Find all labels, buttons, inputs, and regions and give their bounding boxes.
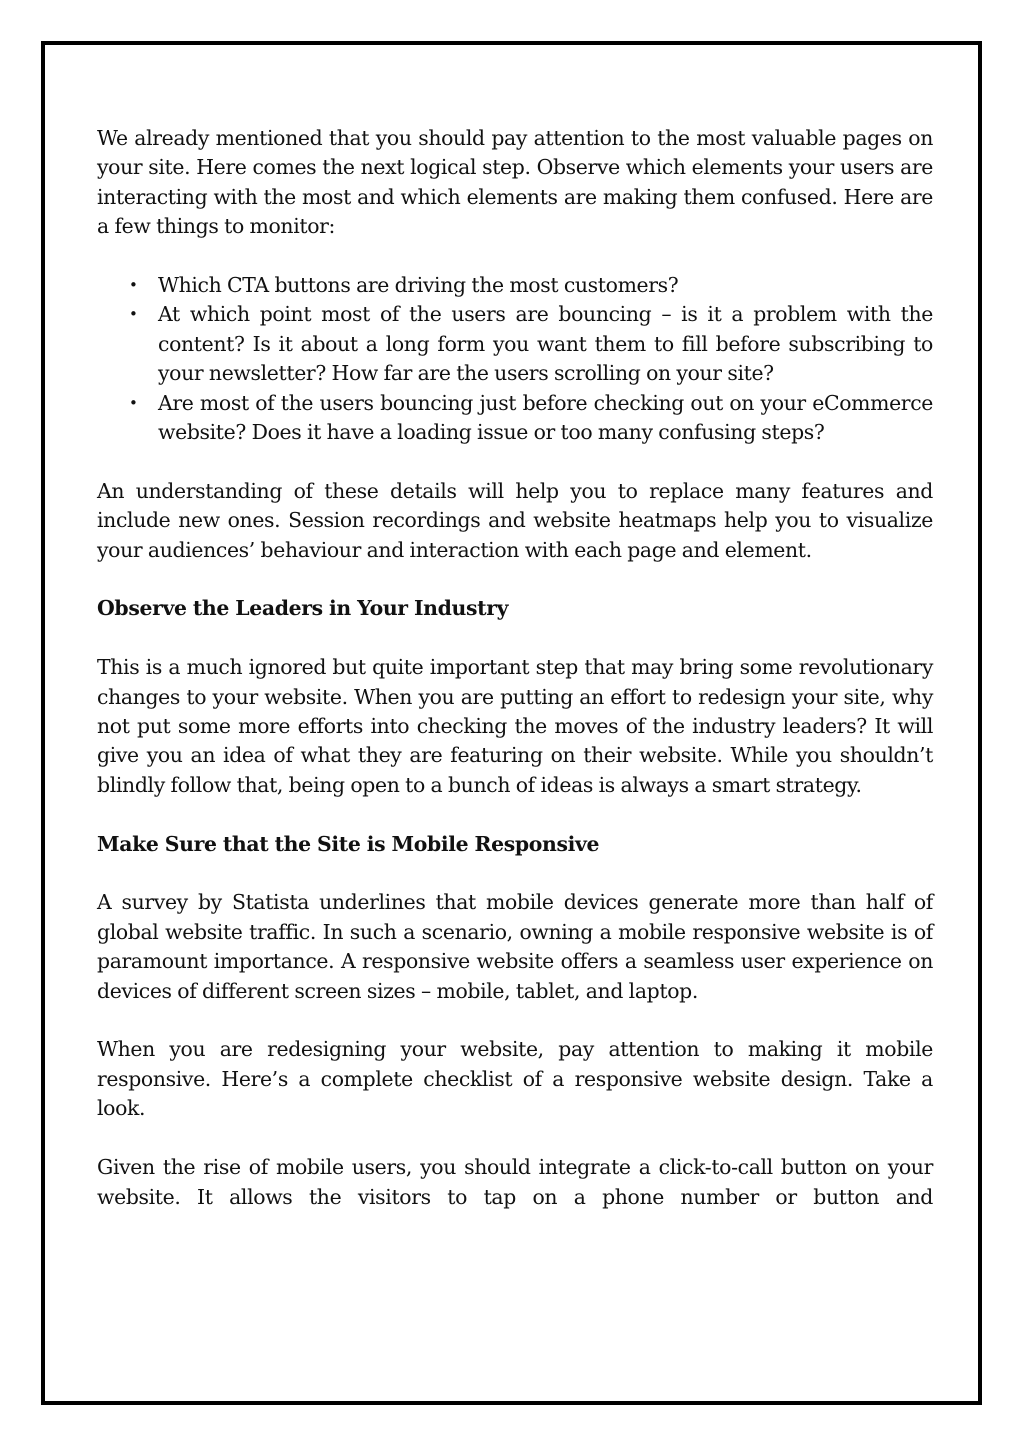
heading-leaders: Observe the Leaders in Your Industry: [97, 596, 509, 621]
list-item: • Are most of the users bouncing just before checking out on your eCommerce website? Does it have a loading issue or too many confusing steps?: [158, 389, 933, 448]
paragraph-click-to-call: Given the rise of mobile users, you should integrate a click-to-call button on your website. It allows the visitors to tap on a phone number or button and: [97, 1155, 933, 1209]
paragraph-understanding: An understanding of these details will help you to replace many features and include new ones. Session recordings and website heatmaps help you to visualize your audiences’ behaviour and interaction with each page and element.: [97, 478, 933, 562]
paragraph-intro: We already mentioned that you should pay attention to the most valuable pages on your site. Here comes the next logical step. Observe which elements your users are interacting with the most and which elements are making them confused. Here are a few things to monitor:: [97, 126, 933, 239]
paragraph-leaders: This is a much ignored but quite important step that may bring some revolutionary changes to your website. When you are putting an effort to redesign your site, why not put some more efforts into checking the moves of the industry leaders? It will give you an idea of what they are featuring on their website. While you shouldn’t blindly follow that, being open to a bunch of ideas is always a smart strategy.: [97, 655, 933, 797]
list-item: • Which CTA buttons are driving the most customers?: [158, 271, 933, 300]
monitor-list: [97, 271, 933, 447]
paragraph-redesign: When you are redesigning your website, pay attention to making it mobile responsive. Here’s a complete checklist of a responsive website design. Take a look.: [97, 1037, 933, 1121]
paragraph-mobile-survey: A survey by Statista underlines that mobile devices generate more than half of global website traffic. In such a scenario, owning a mobile responsive website is of paramount importance. A responsive website offers a seamless user experience on devices of different screen sizes – mobile, tablet, and laptop.: [97, 890, 933, 1003]
document-body: [97, 124, 933, 1241]
page-frame: [41, 41, 982, 1405]
list-item: • At which point most of the users are bouncing – is it a problem with the content? Is it about a long form you want them to fill before subscribing to your newsletter? How far are the users scrolling on your site?: [158, 300, 933, 388]
heading-mobile: Make Sure that the Site is Mobile Responsive: [97, 831, 600, 856]
